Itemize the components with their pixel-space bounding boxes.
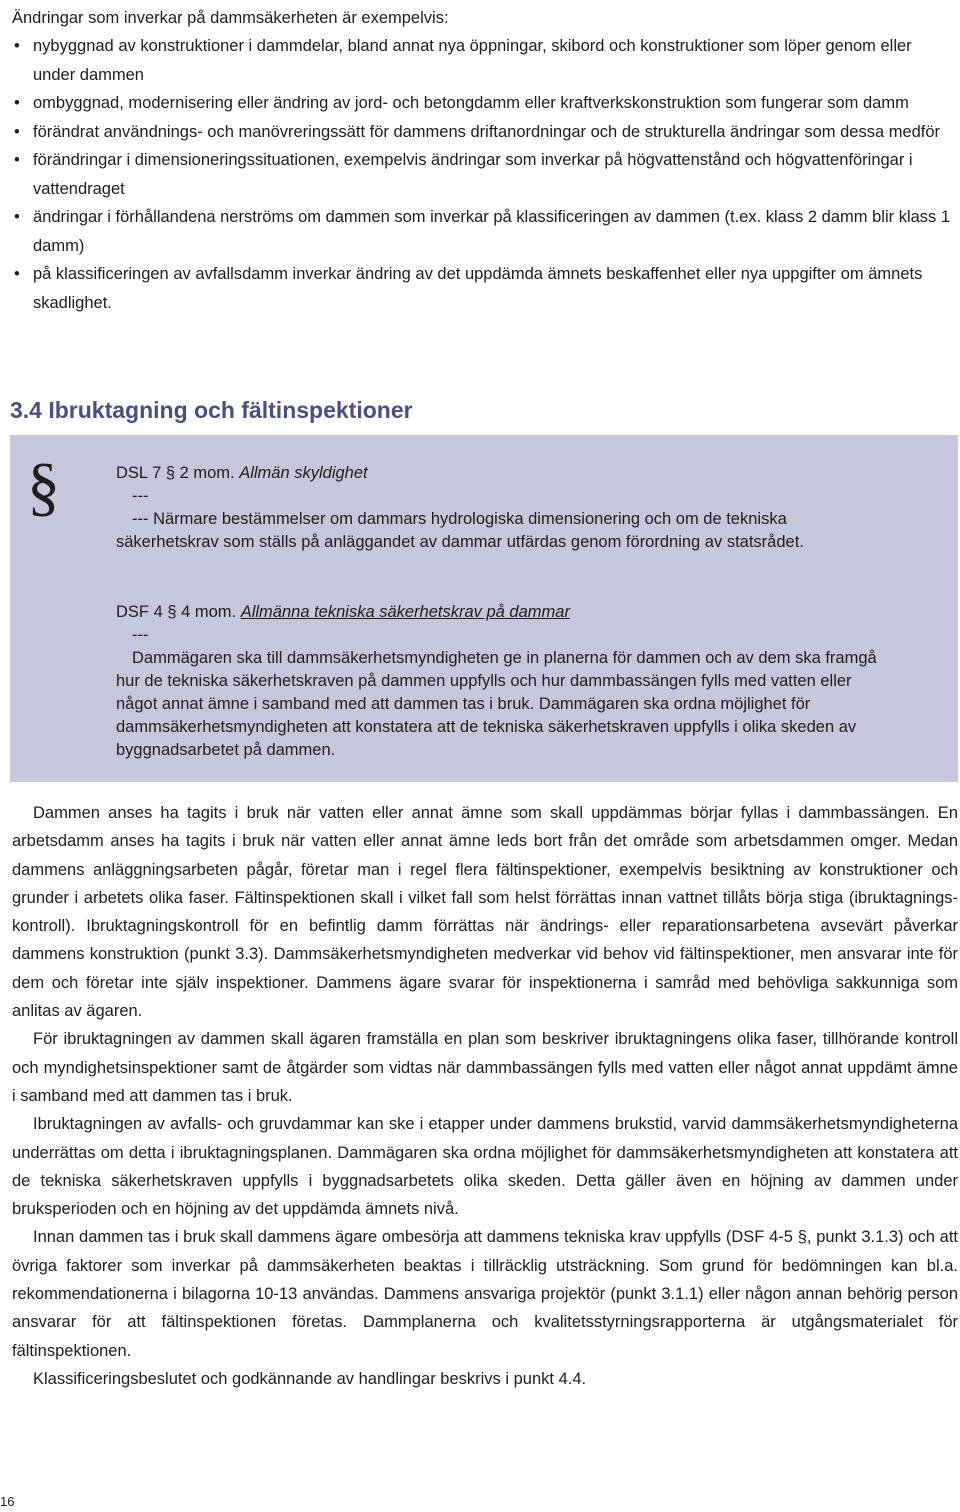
bullet-icon: •	[14, 37, 20, 55]
law-title: Allmän skyldighet	[239, 464, 368, 482]
bullet-icon: •	[14, 208, 20, 226]
body-paragraph: Klassificeringsbeslutet och godkännande av handlingar beskrivs i punkt 4.4.	[33, 1369, 587, 1388]
law-reference: DSL 7 § 2 mom.	[116, 464, 235, 482]
law-title: Allmänna tekniska säkerhetskrav på dammar	[240, 603, 570, 621]
body-paragraph: För ibruktagningen av dammen skall ägaren framställa en plan som beskriver ibruktagningens olika faser, tillhörande kontroll och myndighetsinspektioner samt de åtgärder som vidtas när dammbassängen fylls med vatten eller något annat uppdämt ämne i samband med att dammen tas i bruk.	[12, 1030, 958, 1105]
law-ellipsis: ---	[132, 487, 149, 505]
list-item: • förändringar i dimensioneringssituationen, exempelvis ändringar som inverkar på högvattenstånd och högvattenföringar i vattendraget	[12, 146, 956, 203]
list-item: • nybyggnad av konstruktioner i dammdelar, bland annat nya öppningar, skibord och konstruktioner som löper genom eller under dammen	[12, 32, 956, 89]
law-quote-dsl	[116, 462, 884, 554]
bullet-icon: •	[14, 151, 20, 169]
law-ellipsis: ---	[132, 626, 149, 644]
bullet-icon: •	[14, 94, 20, 112]
list-item: • på klassificeringen av avfallsdamm inverkar ändring av det uppdämda ämnets beskaffenhet eller nya uppgifter om ämnets skadlighet.	[12, 260, 956, 317]
body-paragraph: Innan dammen tas i bruk skall dammens ägare ombesörja att dammens tekniska krav uppfylls (DSF 4-5 §, punkt 3.1.3) och att övriga faktorer som inverkar på dammsäkerheten beaktas i tillräcklig utsträckning. Som grund för bedömningen kan bl.a. rekommendationerna i bilagorna 10-13 användas. Dammens ansvariga projektör (punkt 3.1.1) eller någon annan behörig person ansvarar för att fältinspektionen företas. Dammplanerna och kvalitetsstyrningsrapporterna är utgångsmaterialet för fältinspektionen.	[12, 1228, 958, 1360]
law-text: --- Närmare bestämmelser om dammars hydrologiska dimensionering och om de tekniska säkerhetskrav som ställs på anläggandet av dammar utfärdas genom förordning av statsrådet.	[116, 510, 804, 551]
paragraph-sign-icon: §	[27, 450, 60, 523]
section-heading: 3.4 Ibruktagning och fältinspektioner	[10, 397, 413, 423]
intro-text: Ändringar som inverkar på dammsäkerheten är exempelvis:	[12, 9, 449, 27]
bullet-icon: •	[14, 265, 20, 283]
list-item: • förändrat användnings- och manövreringssätt för dammens driftanordningar och de strukturella ändringar som dessa medför	[12, 118, 956, 147]
law-reference: DSF 4 § 4 mom.	[116, 603, 237, 621]
body-text	[12, 799, 958, 1393]
law-text: Dammägaren ska till dammsäkerhetsmyndigheten ge in planerna för dammen och av dem ska framgå hur de tekniska säkerhetskraven på dammen uppfylls och hur dammbassängen fylls med vatten eller något annat ämne i samband med att dammen tas i bruk. Dammägaren ska ordna möjlighet för dammsäkerhetsmyndigheten att konstatera att de tekniska säkerhetskraven uppfylls i olika skeden av byggnadsarbetet på dammen.	[116, 649, 877, 759]
bullet-icon: •	[14, 122, 20, 141]
list-item: • ombyggnad, modernisering eller ändring av jord- och betongdamm eller kraftverkskonstruktion som fungerar som damm	[12, 89, 956, 118]
law-quote-dsf	[116, 601, 884, 762]
page-number: 16	[0, 1494, 15, 1509]
body-paragraph: Ibruktagningen av avfalls- och gruvdammar kan ske i etapper under dammens brukstid, varvid dammsäkerhetsmyndigheterna underrättas om detta i ibruktagningsplanen. Dammägaren ska ordna möjlighet för dammsäkerhetsmyndigheten att konstatera att de tekniska säkerhetskraven uppfylls i byggnadsarbetets olika skeden. Detta gäller även en höjning av dammen under bruksperioden och en höjning av det uppdämda ämnets nivå.	[12, 1115, 958, 1219]
list-item: • ändringar i förhållandena nerströms om dammen som inverkar på klassificeringen av dammen (t.ex. klass 2 damm blir klass 1 damm)	[12, 203, 956, 260]
change-list	[12, 32, 956, 317]
body-paragraph: Dammen anses ha tagits i bruk när vatten eller annat ämne som skall uppdämmas börjar fyllas i dammbassängen. En arbetsdamm anses ha tagits i bruk när vatten eller annat ämne leds bort från det område som arbetsdammen omger. Medan dammens anläggningsarbeten pågår, företar man i regel flera fältinspektioner, exempelvis besiktning av konstruktioner och grunder i arbetets olika faser. Fältinspektionen skall i vilket fall som helst förrättas innan vattnet tillåts börja stiga (ibruktagnings-kontroll). Ibruktagningskontroll för en befintlig damm förrättas när ändrings- eller reparationsarbetena avsevärt påverkar dammens konstruktion (punkt 3.3). Dammsäkerhetsmyndigheten medverkar vid behov vid fältinspektioner, men ansvarar inte för dem och företar inte själv inspektioner. Dammens ägare svarar för inspektionerna i samråd med behövliga sakkunniga som anlitas av ägaren.	[12, 804, 958, 1021]
